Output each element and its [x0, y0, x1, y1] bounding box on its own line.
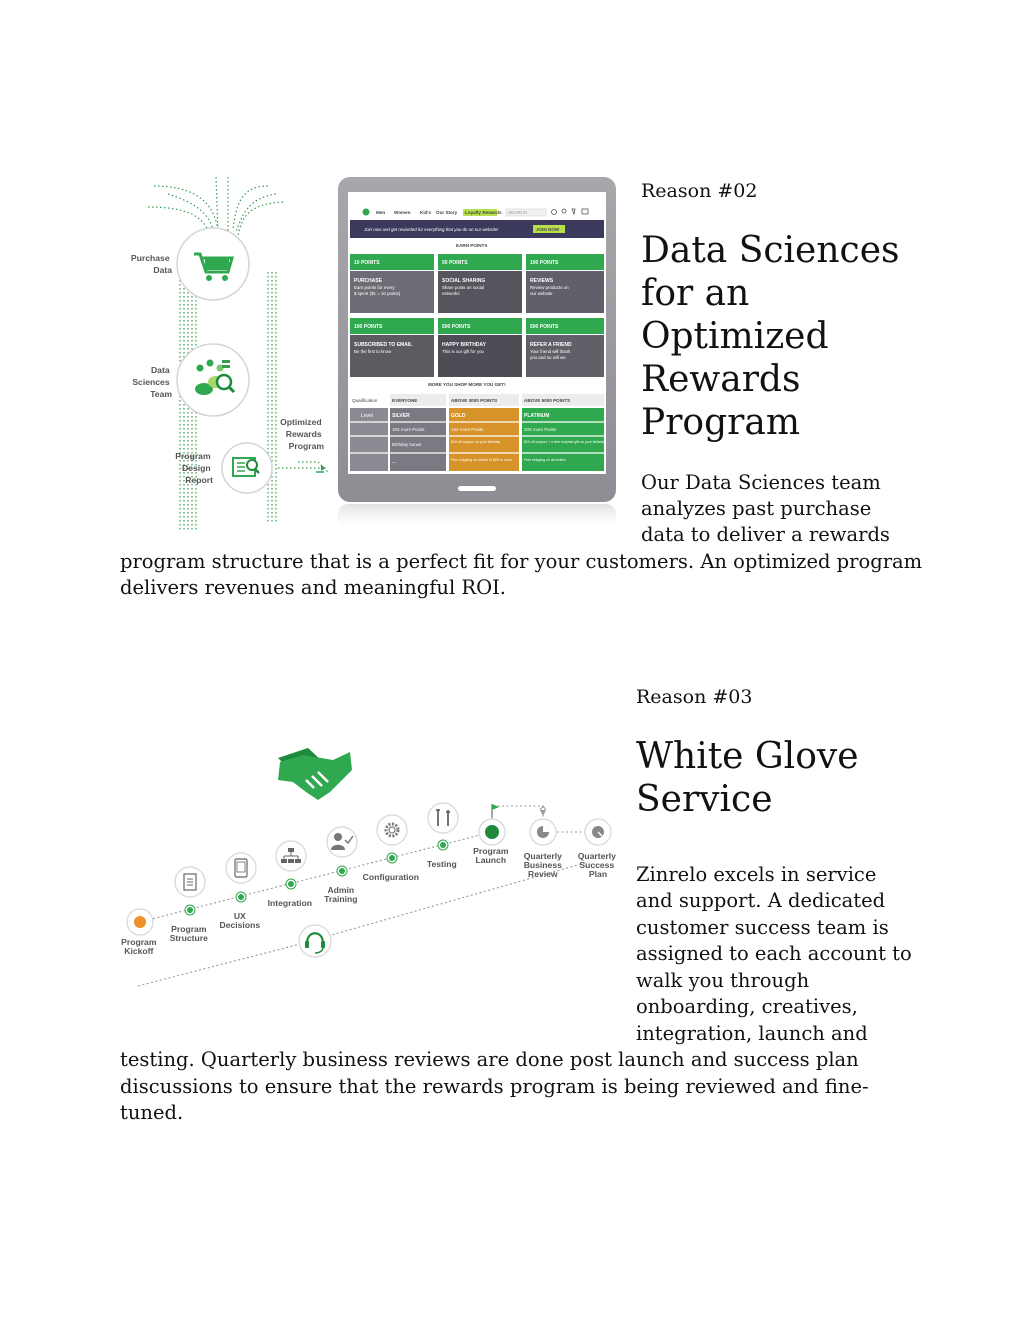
- label-design: Report: [185, 475, 213, 485]
- step-label-structure: Program: [171, 924, 207, 934]
- tile-desc: $ spent ($1 = 10 points): [354, 291, 401, 296]
- search-placeholder: SEARCH: [508, 210, 528, 215]
- tablet-mockup: [338, 177, 616, 532]
- body-line: data to deliver a rewards: [641, 523, 890, 546]
- step-label-ux: UX: [233, 911, 246, 921]
- tile-title: HAPPY BIRTHDAY: [442, 342, 486, 348]
- tile-desc: Be the first to know: [354, 349, 392, 354]
- step-label-qbr: Review: [527, 869, 558, 879]
- step-label-qbr: Business: [523, 860, 562, 870]
- tile-title: REFER A FRIEND: [530, 342, 572, 348]
- tier-cell: ---: [392, 460, 397, 465]
- svg-text:Program Design Report: [175, 451, 213, 485]
- tile-points: 10 POINTS: [354, 260, 380, 266]
- body-line: program structure that is a perfect fit for your customers. An optimized program: [120, 550, 923, 573]
- nav-item: Women: [394, 210, 411, 215]
- body-line: walk you through: [636, 969, 810, 992]
- tier-cell: 15X more Points: [451, 427, 484, 432]
- body-line: delivers revenues and meaningful ROI.: [120, 576, 507, 599]
- body-line: onboarding, creatives,: [636, 995, 858, 1018]
- label-design: Program: [175, 451, 211, 461]
- body-line: and support. A dedicated: [636, 889, 886, 912]
- tier-cell: GOLD: [451, 413, 466, 419]
- tile-desc: This is our gift for you: [442, 349, 484, 354]
- tile-points: 500 POINTS: [442, 324, 471, 330]
- white-glove-onboarding-timeline: [118, 740, 618, 1000]
- body-line: analyzes past purchase: [641, 497, 872, 520]
- kickoff-dot-icon: [134, 916, 146, 928]
- tier-cell: $10 off coupon + a free surprise gift on your birthday: [524, 440, 606, 444]
- svg-text:Program Kickoff Progra: [121, 846, 618, 956]
- tile-points: 50 POINTS: [442, 260, 468, 266]
- label-design: Design: [181, 463, 211, 473]
- nav-item: Kid's: [420, 210, 432, 215]
- step-label-qbr: Quarterly: [523, 851, 562, 861]
- tier-head: EVERYONE: [392, 398, 418, 403]
- tier-cell: Birthday bonus: [392, 442, 422, 447]
- body-line: customer success team is: [636, 916, 889, 939]
- tile-desc: Your friend will thank: [530, 349, 571, 354]
- banner-text: Join now and get rewarded for everything that you do on our website!: [364, 227, 499, 232]
- step-label-testing: Testing: [426, 859, 457, 869]
- body-line: Our Data Sciences team: [641, 471, 881, 494]
- label-purchase: Purchase: [130, 253, 170, 263]
- tile-title: SOCIAL SHARING: [442, 278, 486, 284]
- tier-cell: SILVER: [392, 413, 410, 419]
- tier-cell: 20X more Points: [524, 427, 557, 432]
- rewards-program-illustration: [118, 172, 618, 532]
- label-team: Team: [150, 389, 172, 399]
- tier-cell: PLATINUM: [524, 413, 550, 419]
- tile-points: 500 POINTS: [530, 324, 559, 330]
- tile-desc: you and so will we: [530, 355, 566, 360]
- tablet-home-button: [458, 486, 496, 491]
- section-heading-white-glove: [636, 735, 859, 821]
- timeline-paths: [138, 806, 598, 986]
- tile-points: 100 POINTS: [354, 324, 383, 330]
- body-line: tuned.: [120, 1101, 184, 1124]
- tile-desc: Review products on: [530, 285, 569, 290]
- gauge-icon: [592, 826, 604, 838]
- reason-label-03: Reason #03: [636, 686, 753, 708]
- tile-title: PURCHASE: [354, 278, 383, 284]
- step-label-admin: Admin: [327, 885, 355, 895]
- tile-points: 100 POINTS: [530, 260, 559, 266]
- step-label-qsp: Plan: [588, 869, 608, 879]
- label-team: Data: [150, 365, 170, 375]
- body-line: Zinrelo excels in service: [636, 863, 877, 886]
- tier-cell: Free shipping on orders of $25 or more: [451, 458, 512, 462]
- tier-head: Qualification: [352, 398, 378, 403]
- tile-desc: Share posts on social: [442, 285, 484, 290]
- heading-line: White Glove: [636, 736, 859, 777]
- step-label-configuration: Configuration: [362, 872, 419, 882]
- reason-label-02: Reason #02: [641, 180, 758, 202]
- label-team: Sciences: [132, 377, 170, 387]
- step-label-integration: Integration: [267, 898, 313, 908]
- label-optimized: Optimized: [280, 417, 322, 427]
- step-label-kickoff: Kickoff: [124, 946, 154, 956]
- site-logo-icon: [363, 209, 370, 216]
- step-label-admin: Training: [324, 894, 358, 904]
- pie-chart-icon: [537, 826, 549, 838]
- handshake-icon: [278, 748, 352, 800]
- tile-title: SUBSCRIBED TO EMAIL: [354, 342, 413, 348]
- step-label-structure: Structure: [169, 933, 208, 943]
- heading-line: for an: [641, 273, 750, 314]
- tier-level-label: Level: [361, 413, 373, 419]
- step-label-kickoff: Program: [121, 937, 157, 947]
- tile-desc: networks: [442, 291, 460, 296]
- launch-dot-icon: [485, 825, 499, 839]
- nav-item: Our Story: [436, 210, 458, 215]
- nav-item: Men: [376, 210, 386, 215]
- step-label-launch: Program: [473, 846, 509, 856]
- step-label-qsp: Success: [579, 860, 615, 870]
- tier-cell: $10 off coupon on your birthday: [451, 440, 501, 444]
- body-line: testing. Quarterly business reviews are done post launch and success plan: [120, 1048, 859, 1071]
- svg-text:Optimized Rewards Prog: [280, 417, 324, 451]
- svg-text:Purchase Data: [131, 253, 172, 275]
- heading-line: Rewards: [641, 359, 801, 400]
- heading-line: Optimized: [641, 316, 829, 357]
- step-label-qsp: Quarterly: [577, 851, 616, 861]
- body-line: discussions to ensure that the rewards program is being reviewed and fine-: [120, 1075, 869, 1098]
- tier-head: ABOVE 3000 POINTS: [451, 398, 498, 403]
- tier-cell: Free shipping on all orders: [524, 458, 566, 462]
- heading-line: Service: [636, 779, 773, 820]
- tile-title: REVIEWS: [530, 278, 554, 284]
- heading-line: Data Sciences: [641, 230, 900, 271]
- heading-line: Program: [641, 402, 800, 443]
- nav-item-loyalty: Loyalty Rewards: [465, 210, 502, 215]
- step-label-launch: Launch: [475, 855, 507, 865]
- label-optimized: Rewards: [285, 429, 322, 439]
- tier-head: ABOVE 5000 POINTS: [524, 398, 571, 403]
- body-line: assigned to each account to: [636, 942, 912, 965]
- label-purchase: Data: [153, 265, 172, 275]
- tile-desc: Earn points for every: [354, 285, 395, 290]
- more-you-shop-title: MORE YOU SHOP MORE YOU GET!: [428, 382, 506, 387]
- section-heading-data-sciences: [641, 229, 899, 444]
- label-optimized: Program: [288, 441, 324, 451]
- body-line: integration, launch and: [636, 1022, 868, 1045]
- tier-cell: 10X more Points: [392, 427, 425, 432]
- step-label-ux: Decisions: [219, 920, 261, 930]
- join-now-label: JOIN NOW: [536, 227, 560, 232]
- earn-points-title: EARN POINTS: [456, 243, 488, 248]
- tile-desc: our website: [530, 291, 553, 296]
- svg-text:Data Sciences Team: [132, 365, 172, 399]
